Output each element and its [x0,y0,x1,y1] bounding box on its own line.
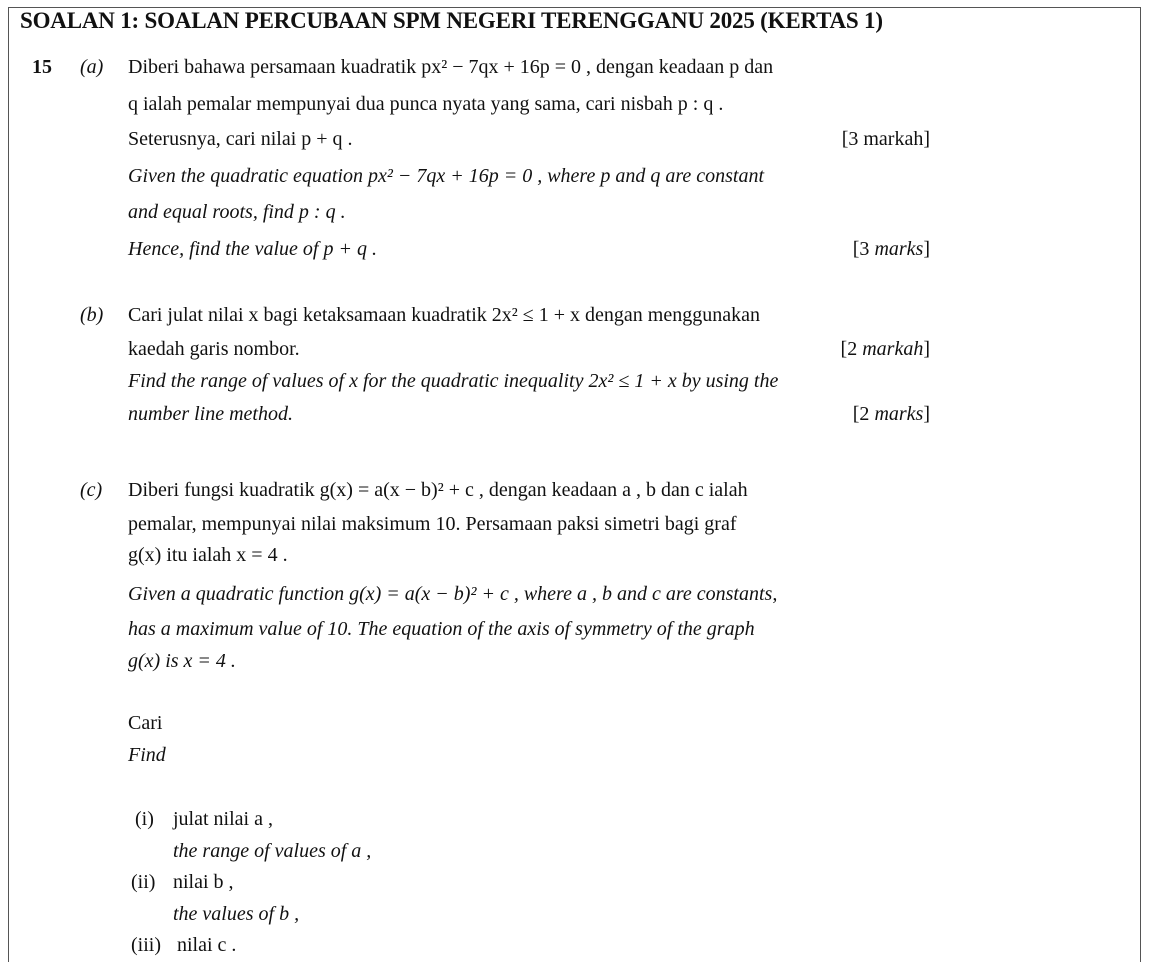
sub-item-i-en: the range of values of a , [173,840,372,862]
part-b-ms-line1: Cari julat nilai x bagi ketaksamaan kuadratik 2x² ≤ 1 + x dengan menggunakan [128,304,760,326]
marks-number: [2 [852,403,875,425]
marks-bracket: ] [923,238,930,260]
part-a-ms-marks: [3 markah] [841,128,930,150]
sub-item-i-label: (i) [135,808,154,830]
part-c-label: (c) [80,479,103,501]
part-b-en-line2: number line method. [128,403,293,425]
marks-word: marks [874,403,924,425]
sub-item-ii-en: the values of b , [173,903,300,925]
part-c-ms-line2: pemalar, mempunyai nilai maksimum 10. Persamaan paksi simetri bagi graf [128,513,737,535]
part-b-ms-marks [841,338,930,361]
marks-bracket: ] [923,338,930,360]
part-b-ms-line2: kaedah garis nombor. [128,338,300,360]
sub-item-ii-label: (ii) [131,871,156,893]
part-a-en-marks [853,238,930,261]
part-c-ms-line3: g(x) itu ialah x = 4 . [128,544,288,566]
part-c-en-line1: Given a quadratic function g(x) = a(x − b)² + c , where a , b and c are constants, [128,583,778,605]
marks-bracket: ] [923,403,930,425]
part-a-ms-line3: Seterusnya, cari nilai p + q . [128,128,353,150]
part-a-ms-line2: q ialah pemalar mempunyai dua punca nyata yang sama, cari nisbah p : q . [128,93,724,115]
sub-item-ii-ms: nilai b , [173,871,234,893]
sub-item-i-ms: julat nilai a , [173,808,273,830]
question-number: 15 [32,56,52,78]
part-b-en-line1: Find the range of values of x for the quadratic inequality 2x² ≤ 1 + x by using the [128,370,779,392]
sub-item-iii-ms: nilai c . [177,934,237,956]
part-a-en-line3: Hence, find the value of p + q . [128,238,377,260]
part-a-en-line1: Given the quadratic equation px² − 7qx + 16p = 0 , where p and q are constant [128,165,765,187]
page-title: SOALAN 1: SOALAN PERCUBAAN SPM NEGERI TERENGGANU 2025 (KERTAS 1) [20,8,883,33]
part-a-label: (a) [80,56,104,78]
part-a-ms-line1: Diberi bahawa persamaan kuadratik px² − 7qx + 16p = 0 , dengan keadaan p dan [128,56,774,78]
marks-number: [3 [852,238,875,260]
part-b-label: (b) [80,304,104,326]
part-c-ms-line1: Diberi fungsi kuadratik g(x) = a(x − b)² + c , dengan keadaan a , b dan c ialah [128,479,748,501]
part-c-find: Find [128,744,166,766]
part-c-en-line2: has a maximum value of 10. The equation of the axis of symmetry of the graph [128,618,755,640]
part-a-en-line2: and equal roots, find p : q . [128,201,346,223]
part-c-en-line3: g(x) is x = 4 . [128,650,236,672]
marks-word: markah [862,338,924,360]
marks-word: marks [874,238,924,260]
marks-number: [2 [840,338,863,360]
part-c-cari: Cari [128,712,163,734]
part-b-en-marks [853,403,930,426]
sub-item-iii-label: (iii) [131,934,161,956]
